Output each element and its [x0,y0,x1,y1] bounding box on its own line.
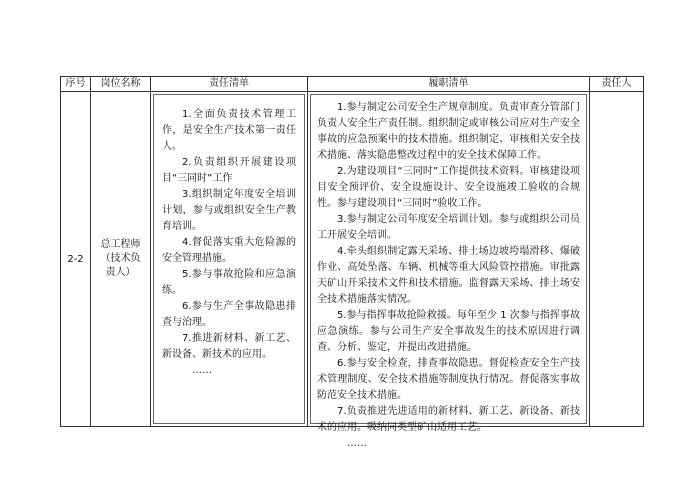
responsibility-table [60,76,644,449]
responsibility-item: 3.组织制定年度安全培训计划，参与或组织安全生产教育培训。 [162,189,296,232]
post-name-line: （技术负 [100,253,141,264]
header-duty-list: 履职清单 [308,77,590,92]
responsibility-item: 7.推进新材料、新工艺、新设备、新技术的应用。 [162,333,296,360]
header-post-name: 岗位名称 [91,77,151,92]
header-responsibility-list: 责任清单 [151,77,308,92]
duty-ellipsis: …… [347,438,367,449]
post-name-line: 总工程师 [100,239,141,250]
responsibility-item: 2.负责组织开展建设项目“三同时”工作 [162,157,296,184]
responsible-person-cell [590,92,644,427]
table-header-row [61,77,644,92]
responsibility-item: 6.参与生产全事故隐患排查与治理。 [162,301,296,328]
duty-cell [308,92,590,449]
header-responsible-person: 责任人 [590,77,644,92]
post-name-line: 责人） [105,267,136,278]
header-no: 序号 [61,77,91,92]
row-number [61,92,91,427]
duty-item: 3.参与制定公司年度安全培训计划。参与或组织公司员工开展安全培训。 [317,214,580,241]
row-number-text: 2-2 [67,253,84,265]
responsibility-box [153,94,305,424]
responsibility-cell [151,92,308,427]
duty-item: 6.参与安全检查，排查事故隐患。督促检查安全生产技术管理制度、安全技术措施等制度执行情况。督促落实事故防范安全技术措施。 [317,358,580,401]
duty-item: 5.参与指挥事故抢险救援。每年至少 1 次参与指挥事故应急演练。参与公司生产安全事故发生的技术原因进行调查、分析、鉴定，并提出改进措施。 [317,310,580,353]
responsibility-ellipsis: …… [192,365,212,376]
duty-item: 4.牵头组织制定露天采场、排土场边坡垮塌滑移、爆破作业、高处坠落、车辆、机械等重大风险管控措施。审批露天矿山开采技术文件和技术措施。监督露天采场、排土场安全技术措施落实情况。 [317,246,580,305]
responsibility-item: 5.参与事故抢险和应急演练。 [162,269,296,296]
duty-item: 1.参与制定公司安全生产规章制度。负责审查分管部门负责人安全生产责任制。组织制定或审核公司应对生产安全事故的应急预案中的技术措施。组织制定、审核相关安全技术措施、落实隐患整改过程中的安全技术保障工作。 [317,102,580,161]
table-row [61,92,644,427]
responsibility-item: 1.全面负责技术管理工作，是安全生产技术第一责任人。 [162,109,296,152]
duty-item: 2.为建设项目“三同时”工作提供技术资料。审核建设项目安全预评价、安全设施设计、安全设施竣工验收的合规性。参与建设项目“三同时”验收工作。 [317,166,580,209]
duty-box [310,94,587,449]
responsibility-item: 4.督促落实重大危险源的安全管理措施。 [162,237,296,264]
post-name-cell [91,92,151,427]
duty-item: 7.负责推进先进适用的新材料、新工艺、新设备、新技术的应用。吸纳同类型矿山适用工艺。 [317,406,580,433]
